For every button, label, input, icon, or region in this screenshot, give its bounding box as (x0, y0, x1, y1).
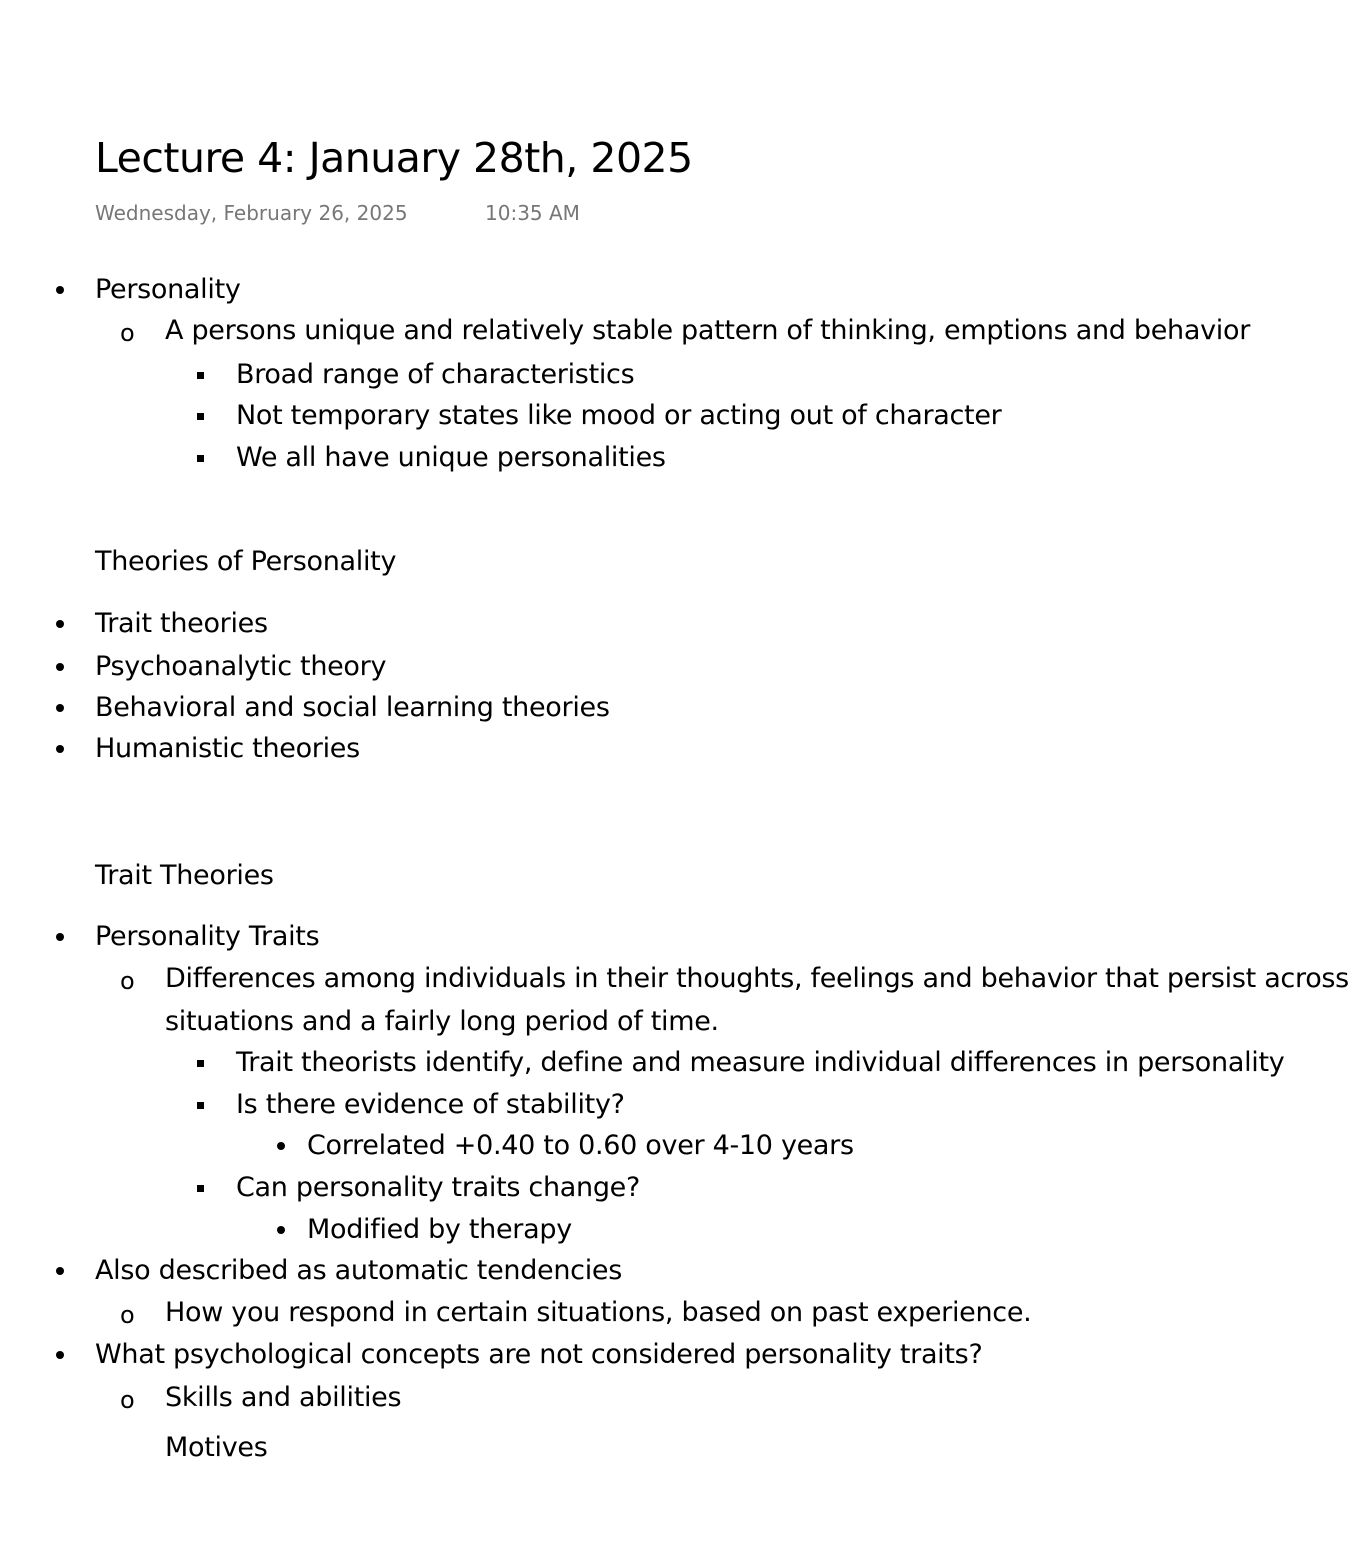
list-item-sub: We all have unique personalities (236, 442, 666, 473)
list-item-definition: Differences among individuals in their thoughts, feelings and behavior that persist across (165, 963, 1349, 994)
list-item: Personality Traits (95, 921, 320, 952)
list-item-subsub: Correlated +0.40 to 0.60 over 4-10 years (307, 1130, 854, 1161)
list-item-sub: Is there evidence of stability? (236, 1089, 625, 1120)
list-item: Psychoanalytic theory (95, 651, 387, 682)
section-heading: Theories of Personality (95, 546, 397, 577)
list-item-definition-cont: situations and a fairly long period of time. (165, 1006, 719, 1037)
list-item: What psychological concepts are not considered personality traits? (95, 1339, 983, 1370)
list-item-definition-clipped: Motives (165, 1432, 268, 1463)
list-item-sub: Can personality traits change? (236, 1172, 641, 1203)
list-item-definition: How you respond in certain situations, based on past experience. (165, 1297, 1032, 1328)
list-item-definition: Skills and abilities (165, 1382, 402, 1413)
clipped-line-wrapper (0, 1432, 1200, 1463)
list-item: Also described as automatic tendencies (95, 1255, 622, 1286)
list-item-sub: Not temporary states like mood or acting out of character (236, 400, 1002, 431)
list-item-sub: Trait theorists identify, define and measure individual differences in personality (236, 1047, 1285, 1078)
list-item: Humanistic theories (95, 733, 360, 764)
list-item-personality: Personality (95, 274, 241, 305)
page-time: 10:35 AM (485, 201, 580, 225)
list-item-definition: A persons unique and relatively stable pattern of thinking, emptions and behavior (165, 315, 1251, 346)
list-item: Behavioral and social learning theories (95, 692, 610, 723)
section-heading: Trait Theories (95, 860, 274, 891)
list-item: Trait theories (95, 608, 268, 639)
page-title: Lecture 4: January 28th, 2025 (95, 134, 693, 182)
page-date: Wednesday, February 26, 2025 (95, 201, 408, 225)
list-item-subsub: Modified by therapy (307, 1214, 572, 1245)
list-item-sub: Broad range of characteristics (236, 359, 635, 390)
